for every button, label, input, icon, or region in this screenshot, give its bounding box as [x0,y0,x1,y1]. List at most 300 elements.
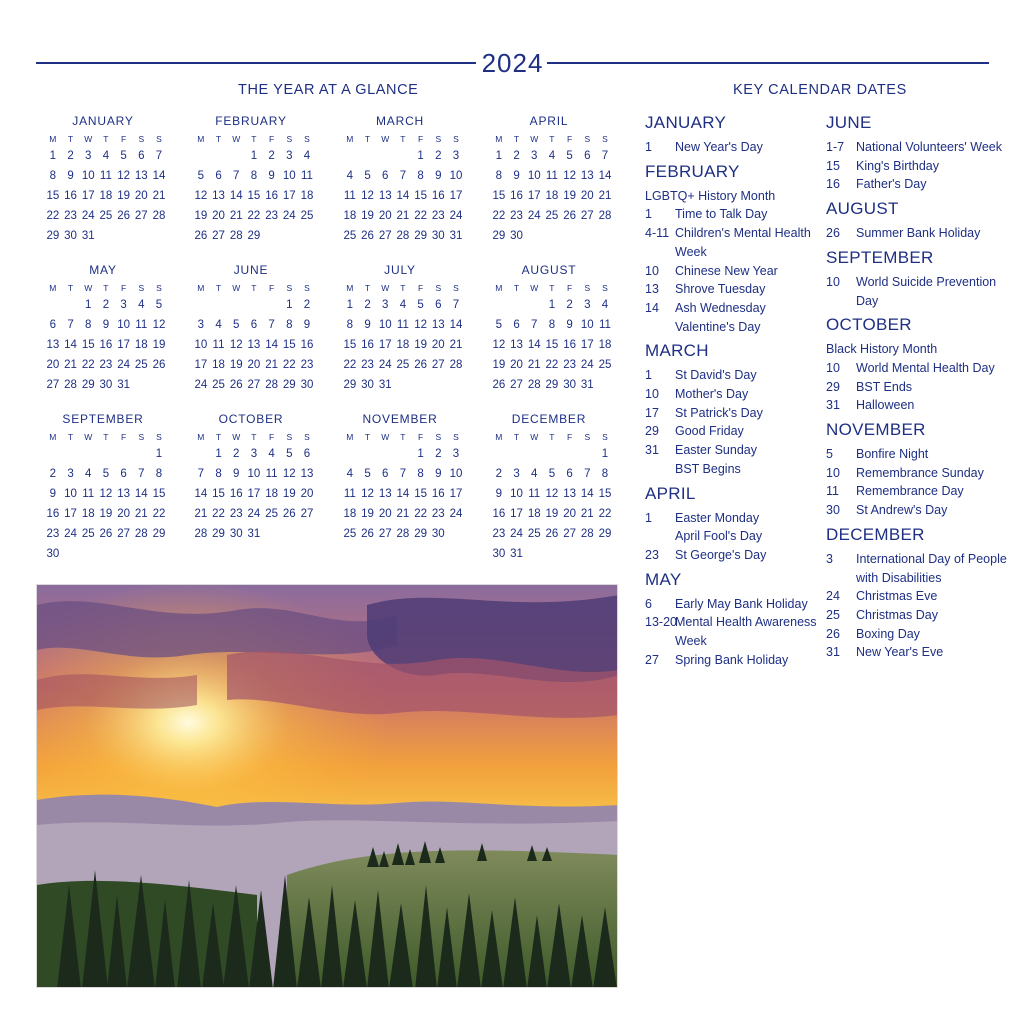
weekday-label: T [513,283,520,293]
weekday-label: S [435,432,442,442]
empty-day-cell [490,295,508,315]
section-spacer [645,669,830,673]
day-cell: 24 [194,379,208,391]
day-cell: 12 [545,488,559,500]
day-cell: 10 [117,319,130,331]
day-cell: 8 [417,170,424,182]
weekday-label: M [197,283,205,293]
weekday-label: T [549,432,555,442]
day-cell: 5 [566,150,573,162]
day-cell: 1 [417,150,424,162]
month-day-grid [44,430,168,564]
day-cell: 3 [67,468,74,480]
day-cell: 21 [134,508,148,520]
weekday-label: S [304,283,310,293]
day-cell: 7 [138,468,145,480]
day-cell: 27 [117,528,130,540]
empty-day-cell [79,444,97,464]
key-dates-month-heading: JANUARY [645,113,727,132]
weekday-label: T [251,283,257,293]
day-cell: 8 [346,319,354,331]
day-cell: 18 [300,190,314,202]
event-date: 16 [826,177,840,192]
key-date-event [826,396,1011,415]
day-cell: 2 [268,150,275,162]
day-cell: 16 [99,339,113,351]
day-cell: 3 [197,319,205,331]
month-name: NOVEMBER [362,412,438,426]
event-name: Christmas Day [856,607,938,622]
day-cell: 25 [265,508,278,520]
day-cell: 13 [212,190,225,202]
day-cell: 19 [152,339,166,351]
day-cell: 4 [531,468,538,480]
weekday-label: S [584,283,591,293]
key-date-event [645,280,830,299]
day-cell: 28 [152,210,166,222]
day-cell: 1 [346,299,354,311]
event-name: Halloween [856,398,915,413]
empty-day-cell [578,444,596,464]
day-cell: 20 [300,488,314,500]
day-cell: 12 [492,339,506,351]
day-cell: 4 [85,468,92,480]
empty-day-cell [394,146,412,166]
day-cell: 31 [378,379,392,391]
day-cell: 9 [566,319,573,331]
day-cell: 1 [495,150,503,162]
day-cell: 21 [194,508,208,520]
day-cell: 18 [99,190,113,202]
weekday-label: F [417,134,424,144]
day-cell: 14 [194,488,208,500]
empty-day-cell [508,444,526,464]
day-cell: 18 [545,190,559,202]
event-date: 13-20 [645,615,677,630]
event-name: Good Friday [675,424,744,439]
event-date: 30 [826,503,840,518]
event-date [645,318,675,337]
month-day-grid [192,430,316,544]
day-cell: 29 [343,379,357,391]
day-cell: 18 [212,359,225,371]
event-date: 6 [645,596,652,611]
day-cell: 28 [229,230,243,242]
day-cell: 29 [46,230,60,242]
day-cell: 22 [598,508,612,520]
day-cell: 21 [265,359,278,371]
day-cell: 25 [598,359,612,371]
day-cell: 22 [414,210,427,222]
weekday-label: M [197,134,205,144]
day-cell: 10 [64,488,77,500]
month-may [44,261,174,411]
day-cell: 5 [155,299,163,311]
event-date: 10 [645,387,659,402]
day-cell: 8 [286,319,293,331]
weekday-label: T [513,432,520,442]
day-cell: 6 [513,319,520,331]
day-cell: 28 [527,379,541,391]
empty-day-cell [376,146,394,166]
day-cell: 25 [545,210,559,222]
day-cell: 29 [81,379,95,391]
key-date-event [645,460,830,479]
day-cell: 25 [343,528,357,540]
day-cell: 16 [492,508,506,520]
day-cell: 11 [82,488,95,500]
day-cell: 17 [449,190,463,202]
day-cell: 31 [247,528,261,540]
day-cell: 10 [449,468,463,480]
day-cell: 21 [580,508,594,520]
day-cell: 22 [343,359,357,371]
day-cell: 18 [343,210,357,222]
empty-day-cell [210,295,228,315]
weekday-label: S [602,134,608,144]
event-date: 27 [645,652,659,667]
weekday-label: S [602,283,608,293]
day-cell: 19 [117,190,130,202]
empty-day-cell [359,444,377,464]
day-cell: 31 [580,379,594,391]
weekday-label: S [453,432,459,442]
key-date-event [645,366,830,385]
key-date-event [826,224,1011,243]
weekday-label: T [103,283,109,293]
month-day-grid [490,430,614,564]
key-date-event [645,651,830,670]
day-cell: 23 [265,210,278,222]
day-cell: 18 [527,508,541,520]
day-cell: 14 [64,339,77,351]
key-dates-month-heading: SEPTEMBER [826,247,934,267]
month-day-grid [341,430,465,544]
weekday-label: S [286,283,293,293]
day-cell: 17 [527,190,541,202]
day-cell: 8 [548,319,556,331]
key-date-event [645,546,830,565]
day-cell: 21 [396,210,410,222]
event-name: Spring Bank Holiday [675,652,789,667]
month-april [490,112,620,262]
day-cell: 9 [303,319,311,331]
day-cell: 5 [286,448,293,460]
weekday-label: F [268,283,275,293]
day-cell: 14 [265,339,278,351]
day-cell: 22 [46,210,60,222]
day-cell: 11 [528,488,541,500]
day-cell: 12 [152,319,166,331]
month-day-grid [490,132,614,246]
month-january [44,112,174,262]
day-cell: 1 [85,299,92,311]
day-cell: 31 [449,230,463,242]
key-dates-month-heading: APRIL [645,483,696,503]
day-cell: 6 [49,319,57,331]
key-date-event [645,509,830,528]
day-cell: 25 [396,359,410,371]
day-cell: 11 [265,468,278,480]
weekday-label: S [602,432,608,442]
key-dates-month-heading: AUGUST [826,199,899,219]
day-cell: 2 [102,299,110,311]
empty-day-cell [62,444,80,464]
day-cell: 2 [303,299,311,311]
day-cell: 14 [598,170,612,182]
empty-day-cell [490,444,508,464]
day-cell: 22 [492,210,506,222]
weekday-label: M [49,432,57,442]
empty-day-cell [376,444,394,464]
month-name: DECEMBER [511,412,587,426]
day-cell: 20 [247,359,261,371]
day-cell: 25 [212,379,225,391]
day-cell: 28 [396,230,410,242]
event-date: 31 [826,398,840,413]
key-date-event [645,613,830,650]
month-february [192,112,322,262]
day-cell: 6 [303,448,311,460]
event-date: 13 [645,282,659,297]
event-name: Bonfire Night [856,447,929,462]
event-date: 14 [645,300,659,315]
day-cell: 25 [527,528,541,540]
day-cell: 25 [300,210,314,222]
day-cell: 27 [247,379,261,391]
weekday-label: M [346,134,354,144]
day-cell: 29 [247,230,261,242]
event-date: 10 [826,465,840,480]
day-cell: 29 [414,528,427,540]
day-cell: 3 [452,150,460,162]
day-cell: 26 [99,528,113,540]
day-cell: 20 [580,190,594,202]
day-cell: 11 [598,319,611,331]
day-cell: 11 [545,170,558,182]
day-cell: 6 [215,170,222,182]
day-cell: 22 [247,210,261,222]
event-name: St Patrick's Day [675,405,763,420]
day-cell: 26 [414,359,427,371]
empty-day-cell [132,444,150,464]
event-date: 1 [645,368,652,383]
day-cell: 6 [250,319,258,331]
day-cell: 27 [431,359,445,371]
day-cell: 8 [417,468,424,480]
day-cell: 25 [99,210,113,222]
day-cell: 6 [120,468,127,480]
event-date: 1 [645,207,652,222]
day-cell: 7 [197,468,205,480]
day-cell: 30 [46,548,60,560]
day-cell: 2 [233,448,240,460]
weekday-label: T [215,134,222,144]
day-cell: 7 [452,299,460,311]
key-dates-section-february [645,161,830,341]
day-cell: 30 [431,528,445,540]
event-name: Mother's Day [675,387,749,402]
event-date: 5 [826,447,833,462]
key-date-event [826,643,1011,662]
day-cell: 10 [449,170,463,182]
month-name: MAY [89,263,117,277]
day-cell: 21 [598,190,612,202]
weekday-label: S [138,283,145,293]
weekday-label: T [215,283,222,293]
day-cell: 10 [580,319,594,331]
day-cell: 21 [229,210,243,222]
key-dates-section-november [826,419,1011,524]
event-name: King's Birthday [856,158,939,173]
empty-day-cell [44,295,62,315]
event-name: April Fool's Day [675,529,763,544]
weekday-label: T [251,432,257,442]
day-cell: 15 [247,190,261,202]
event-name: BST Ends [856,379,913,394]
day-cell: 16 [431,488,445,500]
day-cell: 11 [343,488,356,500]
weekday-label: W [530,283,539,293]
day-cell: 31 [117,379,130,391]
day-cell: 24 [64,528,77,540]
event-date [645,460,675,479]
weekday-label: S [304,134,310,144]
event-date: 26 [826,226,840,241]
empty-day-cell [394,444,412,464]
key-date-event [645,595,830,614]
day-cell: 12 [99,488,113,500]
key-date-event [826,606,1011,625]
day-cell: 26 [492,379,506,391]
month-name: FEBRUARY [215,114,287,128]
weekday-label: W [84,283,93,293]
event-name: New Year's Eve [856,645,944,660]
key-dates-section-december [826,524,1011,666]
key-date-event [645,205,830,224]
key-date-event [645,318,830,337]
empty-day-cell [192,295,210,315]
day-cell: 23 [300,359,314,371]
weekday-label: F [120,432,127,442]
day-cell: 23 [431,210,445,222]
day-cell: 30 [563,379,576,391]
day-cell: 19 [194,210,208,222]
day-cell: 24 [510,528,523,540]
day-cell: 10 [510,488,523,500]
day-cell: 1 [601,448,609,460]
day-cell: 30 [64,230,77,242]
month-name: AUGUST [521,263,577,277]
month-name: OCTOBER [218,412,284,426]
day-cell: 9 [495,488,503,500]
day-cell: 15 [282,339,296,351]
year-title: 2024 [481,48,544,78]
month-name: APRIL [529,114,569,128]
day-cell: 19 [361,508,374,520]
day-cell: 7 [155,150,163,162]
day-cell: 3 [382,299,389,311]
day-cell: 21 [152,190,166,202]
day-cell: 3 [250,448,258,460]
day-cell: 11 [99,170,112,182]
day-cell: 25 [343,230,357,242]
day-cell: 1 [417,448,424,460]
day-cell: 18 [81,508,95,520]
weekday-label: M [495,283,503,293]
day-cell: 4 [399,299,407,311]
day-cell: 24 [378,359,392,371]
day-cell: 18 [265,488,278,500]
day-cell: 18 [598,339,612,351]
event-name: Easter Monday [675,510,760,525]
weekday-label: M [346,432,354,442]
day-cell: 13 [117,488,130,500]
day-cell: 1 [215,448,222,460]
day-cell: 30 [361,379,374,391]
event-name: St Andrew's Day [856,503,948,518]
month-name: JULY [384,263,416,277]
day-cell: 27 [134,210,148,222]
day-cell: 10 [378,319,392,331]
key-date-event [645,187,830,206]
day-cell: 2 [49,468,57,480]
empty-day-cell [44,444,62,464]
day-cell: 11 [212,339,225,351]
weekday-label: F [417,432,424,442]
day-cell: 8 [250,170,258,182]
day-cell: 29 [492,230,506,242]
event-name: Valentine's Day [675,319,761,334]
weekday-label: S [156,432,162,442]
day-cell: 20 [378,508,392,520]
day-cell: 5 [495,319,503,331]
day-cell: 6 [138,150,145,162]
day-cell: 20 [46,359,60,371]
day-cell: 26 [361,230,374,242]
day-cell: 14 [229,190,243,202]
event-name: St George's Day [675,547,767,562]
day-cell: 9 [513,170,520,182]
day-cell: 23 [431,508,445,520]
day-cell: 19 [545,508,559,520]
day-cell: 17 [194,359,208,371]
weekday-label: T [400,134,406,144]
day-cell: 6 [382,468,389,480]
day-cell: 23 [64,210,77,222]
weekday-label: S [156,134,162,144]
day-cell: 11 [300,170,313,182]
empty-day-cell [227,146,245,166]
day-cell: 28 [598,210,612,222]
event-date: 3 [826,551,833,566]
key-date-event [826,175,1011,194]
day-cell: 15 [343,339,357,351]
day-cell: 25 [134,359,148,371]
day-cell: 9 [364,319,371,331]
key-date-event [826,340,1011,359]
day-cell: 12 [563,170,576,182]
event-name: Father's Day [856,177,927,192]
day-cell: 19 [229,359,243,371]
day-cell: 2 [495,468,503,480]
month-july [341,261,471,411]
key-date-event [645,404,830,423]
weekday-label: T [400,432,406,442]
event-date: 24 [826,589,840,604]
event-date: 4-11 [645,226,670,241]
day-cell: 9 [435,468,442,480]
